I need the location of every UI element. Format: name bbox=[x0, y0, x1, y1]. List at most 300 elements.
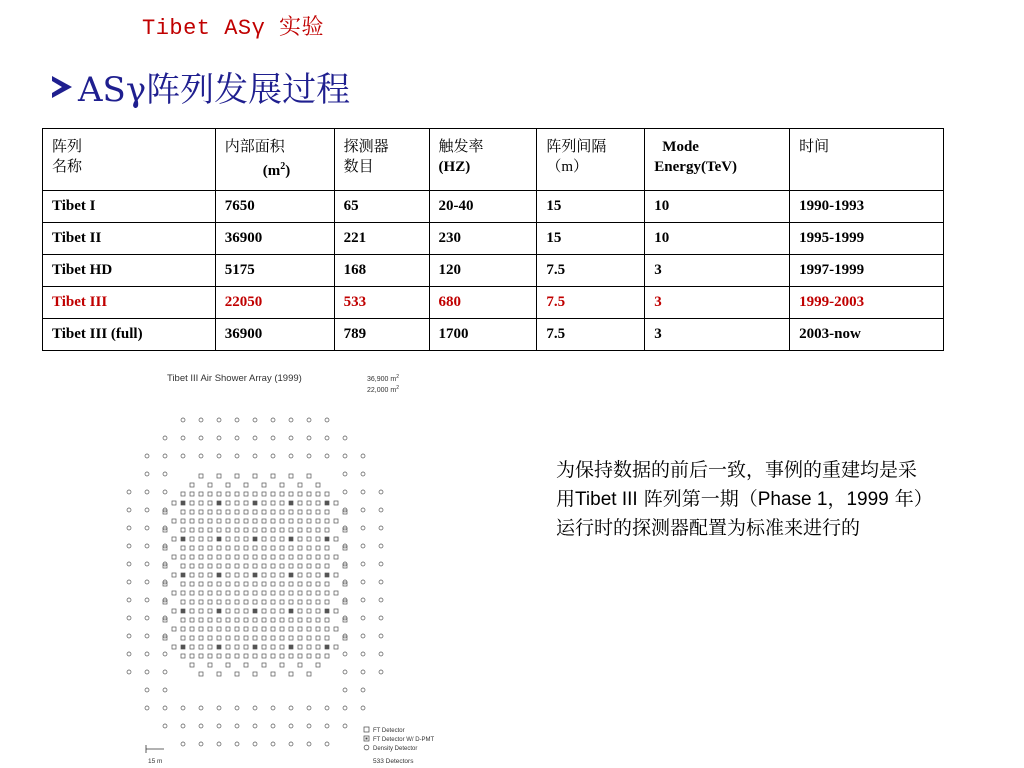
density-detector-marker bbox=[145, 652, 149, 656]
density-detector-marker bbox=[127, 508, 131, 512]
ft-detector-marker bbox=[244, 492, 248, 496]
ft-detector-marker bbox=[262, 546, 266, 550]
ft-detector-marker bbox=[208, 564, 212, 568]
density-detector-marker bbox=[253, 724, 257, 728]
ft-detector-marker bbox=[190, 492, 194, 496]
ft-detector-marker bbox=[262, 627, 266, 631]
ft-detector-marker bbox=[289, 546, 293, 550]
ft-detector-marker bbox=[271, 546, 275, 550]
ft-detector-marker bbox=[280, 591, 284, 595]
ft-detector-marker bbox=[289, 645, 293, 649]
density-detector-marker bbox=[343, 724, 347, 728]
ft-detector-marker bbox=[244, 537, 248, 541]
ft-detector-marker bbox=[172, 573, 176, 577]
arrow-bullet-icon bbox=[52, 76, 72, 98]
ft-detector-marker bbox=[235, 636, 239, 640]
ft-detector-marker bbox=[298, 600, 302, 604]
ft-detector-marker bbox=[181, 591, 185, 595]
ft-detector-marker bbox=[298, 618, 302, 622]
ft-detector-marker bbox=[253, 573, 257, 577]
ft-detector-marker bbox=[262, 492, 266, 496]
ft-detector-marker bbox=[208, 510, 212, 514]
ft-detector-marker bbox=[298, 573, 302, 577]
ft-detector-marker bbox=[208, 492, 212, 496]
ft-detector-marker bbox=[244, 663, 248, 667]
ft-detector-marker bbox=[235, 546, 239, 550]
ft-detector-marker bbox=[280, 618, 284, 622]
ft-detector-marker bbox=[199, 600, 203, 604]
density-detector-marker bbox=[145, 706, 149, 710]
ft-detector-marker bbox=[244, 564, 248, 568]
ft-detector-marker bbox=[253, 528, 257, 532]
ft-detector-marker bbox=[289, 672, 293, 676]
ft-detector-marker bbox=[271, 636, 275, 640]
ft-detector-marker bbox=[316, 501, 320, 505]
ft-detector-marker bbox=[298, 555, 302, 559]
ft-detector-marker bbox=[217, 618, 221, 622]
array-history-table bbox=[42, 128, 944, 351]
density-detector-marker bbox=[127, 580, 131, 584]
ft-detector-marker bbox=[217, 564, 221, 568]
density-detector-marker bbox=[199, 706, 203, 710]
ft-detector-marker bbox=[199, 618, 203, 622]
ft-detector-marker bbox=[253, 555, 257, 559]
ft-detector-marker bbox=[289, 591, 293, 595]
density-detector-marker bbox=[271, 436, 275, 440]
ft-detector-marker bbox=[199, 555, 203, 559]
density-detector-marker bbox=[163, 706, 167, 710]
ft-detector-marker bbox=[298, 546, 302, 550]
figure-legend bbox=[364, 727, 435, 765]
ft-detector-marker bbox=[280, 483, 284, 487]
density-detector-marker bbox=[379, 670, 383, 674]
ft-detector-marker bbox=[226, 582, 230, 586]
ft-detector-marker bbox=[316, 519, 320, 523]
density-detector-marker bbox=[325, 436, 329, 440]
ft-detector-marker bbox=[244, 609, 248, 613]
ft-detector-marker bbox=[244, 627, 248, 631]
ft-detector-marker bbox=[244, 555, 248, 559]
ft-detector-marker bbox=[316, 663, 320, 667]
ft-detector-marker bbox=[334, 609, 338, 613]
ft-detector-marker bbox=[190, 609, 194, 613]
ft-detector-marker bbox=[289, 609, 293, 613]
table-row bbox=[43, 223, 944, 255]
ft-detector-marker bbox=[298, 609, 302, 613]
ft-detector-marker bbox=[190, 591, 194, 595]
ft-detector-marker bbox=[253, 672, 257, 676]
density-detector-marker bbox=[127, 670, 131, 674]
cell-trigger: 680 bbox=[429, 287, 537, 319]
density-detector-marker bbox=[163, 472, 167, 476]
ft-detector-marker bbox=[244, 528, 248, 532]
density-detector-marker bbox=[253, 742, 257, 746]
ft-detector-marker bbox=[217, 519, 221, 523]
ft-detector-marker bbox=[235, 654, 239, 658]
density-detector-marker bbox=[343, 670, 347, 674]
ft-detector-marker bbox=[289, 636, 293, 640]
ft-detector-marker bbox=[217, 591, 221, 595]
density-detector-marker bbox=[307, 454, 311, 458]
ft-detector-marker bbox=[253, 564, 257, 568]
density-detector-marker bbox=[307, 418, 311, 422]
density-detector-marker bbox=[325, 454, 329, 458]
ft-detector-marker bbox=[235, 618, 239, 622]
density-detector-marker bbox=[127, 562, 131, 566]
ft-detector-marker bbox=[334, 573, 338, 577]
ft-detector-marker bbox=[307, 474, 311, 478]
density-detector-marker bbox=[361, 508, 365, 512]
ft-detector-marker bbox=[307, 492, 311, 496]
ft-detector-marker bbox=[307, 636, 311, 640]
ft-detector-marker bbox=[172, 537, 176, 541]
ft-detector-marker bbox=[316, 654, 320, 658]
ft-detector-marker bbox=[316, 627, 320, 631]
density-detector-marker bbox=[235, 454, 239, 458]
ft-detector-marker bbox=[208, 627, 212, 631]
cell-mode-energy: 3 bbox=[645, 255, 790, 287]
ft-detector-marker bbox=[271, 519, 275, 523]
ft-detector-marker bbox=[253, 654, 257, 658]
density-detector-marker bbox=[307, 742, 311, 746]
ft-detector-marker bbox=[235, 582, 239, 586]
density-detector-marker bbox=[289, 742, 293, 746]
legend-ft-dpmt: FT Detector W/ D-PMT bbox=[373, 737, 435, 743]
density-detector-marker bbox=[271, 418, 275, 422]
density-detector-marker bbox=[379, 634, 383, 638]
ft-detector-marker bbox=[271, 555, 275, 559]
ft-detector-marker bbox=[172, 555, 176, 559]
ft-detector-marker bbox=[181, 510, 185, 514]
ft-detector-marker bbox=[280, 537, 284, 541]
ft-detector-marker bbox=[217, 546, 221, 550]
cell-trigger: 20-40 bbox=[429, 191, 537, 223]
ft-detector-marker bbox=[325, 591, 329, 595]
ft-detector-marker bbox=[235, 645, 239, 649]
density-detector-marker bbox=[199, 418, 203, 422]
ft-detector-marker bbox=[235, 510, 239, 514]
density-detector-marker bbox=[379, 616, 383, 620]
ft-detector-marker bbox=[271, 528, 275, 532]
density-detector-marker bbox=[289, 436, 293, 440]
ft-detector-marker bbox=[190, 663, 194, 667]
ft-detector-marker bbox=[235, 519, 239, 523]
ft-detector-marker bbox=[325, 654, 329, 658]
density-detector-marker bbox=[379, 508, 383, 512]
density-detector-marker bbox=[361, 544, 365, 548]
ft-detector-marker bbox=[190, 618, 194, 622]
density-detector-marker bbox=[361, 598, 365, 602]
density-detector-marker bbox=[307, 706, 311, 710]
ft-detector-marker bbox=[289, 582, 293, 586]
cell-detectors: 221 bbox=[334, 223, 429, 255]
ft-detector-marker bbox=[226, 663, 230, 667]
ft-detector-marker bbox=[208, 645, 212, 649]
ft-detector-marker bbox=[280, 645, 284, 649]
ft-detector-marker bbox=[217, 528, 221, 532]
detector-count-label: 533 Detectors bbox=[373, 758, 414, 765]
cell-detectors: 789 bbox=[334, 319, 429, 351]
ft-detector-marker bbox=[244, 582, 248, 586]
ft-detector-marker bbox=[334, 591, 338, 595]
ft-detector-marker bbox=[262, 591, 266, 595]
cell-period: 1990-1993 bbox=[790, 191, 944, 223]
ft-detector-marker bbox=[298, 510, 302, 514]
ft-detector-marker bbox=[199, 474, 203, 478]
density-detector-marker bbox=[145, 598, 149, 602]
ft-detector-marker bbox=[235, 564, 239, 568]
density-detector-marker bbox=[181, 724, 185, 728]
ft-detector-marker bbox=[262, 609, 266, 613]
ft-detector-marker bbox=[190, 555, 194, 559]
ft-detector-marker bbox=[244, 510, 248, 514]
density-detector-marker bbox=[289, 706, 293, 710]
ft-detector-marker bbox=[172, 501, 176, 505]
ft-detector-marker bbox=[172, 645, 176, 649]
ft-detector-marker bbox=[262, 582, 266, 586]
ft-detector-marker bbox=[298, 501, 302, 505]
ft-detector-marker bbox=[226, 618, 230, 622]
ft-detector-marker bbox=[271, 510, 275, 514]
density-detector-marker bbox=[163, 688, 167, 692]
ft-detector-marker bbox=[280, 573, 284, 577]
density-detector-marker bbox=[199, 742, 203, 746]
ft-detector-marker bbox=[190, 537, 194, 541]
ft-detector-marker bbox=[271, 501, 275, 505]
ft-detector-marker bbox=[253, 645, 257, 649]
ft-detector-marker bbox=[190, 501, 194, 505]
ft-detector-marker bbox=[181, 492, 185, 496]
ft-detector-marker bbox=[316, 483, 320, 487]
table-row bbox=[43, 255, 944, 287]
ft-detector-marker bbox=[316, 591, 320, 595]
ft-detector-marker bbox=[217, 492, 221, 496]
cell-period: 2003-now bbox=[790, 319, 944, 351]
ft-detector-marker bbox=[235, 555, 239, 559]
cell-period: 1999-2003 bbox=[790, 287, 944, 319]
ft-detector-marker bbox=[190, 546, 194, 550]
ft-detector-marker bbox=[325, 636, 329, 640]
ft-detector-marker bbox=[280, 564, 284, 568]
density-detector-marker bbox=[361, 454, 365, 458]
density-detector-marker bbox=[145, 490, 149, 494]
ft-detector-marker bbox=[181, 609, 185, 613]
ft-detector-marker bbox=[208, 483, 212, 487]
ft-detector-marker bbox=[262, 483, 266, 487]
ft-detector-marker bbox=[325, 645, 329, 649]
density-detector-marker bbox=[271, 742, 275, 746]
figure-area-full: 36,900 $m^2$ bbox=[367, 374, 399, 383]
ft-detector-marker bbox=[208, 546, 212, 550]
ft-detector-marker bbox=[217, 645, 221, 649]
ft-detector-marker bbox=[271, 654, 275, 658]
ft-detector-marker bbox=[307, 591, 311, 595]
density-detector-marker bbox=[127, 652, 131, 656]
ft-detector-marker bbox=[235, 492, 239, 496]
ft-detector-marker bbox=[181, 573, 185, 577]
ft-detector-marker bbox=[298, 663, 302, 667]
ft-detector-marker bbox=[280, 492, 284, 496]
ft-detector-marker bbox=[253, 600, 257, 604]
density-detector-marker bbox=[361, 634, 365, 638]
ft-detector-marker bbox=[253, 582, 257, 586]
density-detector-marker bbox=[217, 418, 221, 422]
ft-detector-marker bbox=[253, 492, 257, 496]
density-detector-marker bbox=[127, 490, 131, 494]
density-detector-marker bbox=[343, 454, 347, 458]
ft-detector-marker bbox=[226, 645, 230, 649]
density-detector-marker bbox=[163, 454, 167, 458]
density-detector-marker bbox=[127, 634, 131, 638]
ft-detector-marker bbox=[217, 555, 221, 559]
table-row-highlighted bbox=[43, 287, 944, 319]
cell-name: Tibet III (full) bbox=[43, 319, 216, 351]
section-heading-text: ASγ阵列发展过程 bbox=[78, 70, 351, 110]
ft-detector-marker bbox=[316, 546, 320, 550]
ft-detector-marker bbox=[280, 582, 284, 586]
ft-detector-marker bbox=[217, 609, 221, 613]
cell-trigger: 230 bbox=[429, 223, 537, 255]
cell-spacing: 15 bbox=[537, 223, 645, 255]
header-trigger-rate: 触发率 (HZ) bbox=[429, 129, 537, 191]
header-inner-area: 内部面积 $(m^2)$ bbox=[215, 129, 334, 191]
ft-detector-marker bbox=[271, 573, 275, 577]
ft-detector-marker bbox=[280, 600, 284, 604]
ft-detector-marker bbox=[235, 609, 239, 613]
density-detector-marker bbox=[253, 418, 257, 422]
detector-array-figure bbox=[60, 364, 450, 768]
ft-detector-marker bbox=[271, 618, 275, 622]
density-detector-marker bbox=[235, 724, 239, 728]
ft-detector-marker bbox=[262, 555, 266, 559]
ft-detector-marker bbox=[307, 654, 311, 658]
density-detector-marker bbox=[361, 706, 365, 710]
ft-detector-marker bbox=[253, 510, 257, 514]
ft-detector-marker bbox=[271, 564, 275, 568]
density-detector-marker bbox=[217, 454, 221, 458]
ft-detector-marker bbox=[289, 573, 293, 577]
density-detector-marker bbox=[361, 652, 365, 656]
ft-detector-marker bbox=[316, 582, 320, 586]
ft-detector-marker bbox=[334, 645, 338, 649]
ft-detector-marker bbox=[199, 564, 203, 568]
ft-detector-marker bbox=[262, 519, 266, 523]
density-detector-marker bbox=[235, 706, 239, 710]
ft-detector-marker bbox=[289, 555, 293, 559]
density-detector-marker bbox=[379, 526, 383, 530]
ft-detector-marker bbox=[298, 591, 302, 595]
ft-detector-marker bbox=[325, 555, 329, 559]
ft-detector-marker bbox=[208, 501, 212, 505]
ft-detector-marker bbox=[325, 573, 329, 577]
density-detector-marker bbox=[145, 616, 149, 620]
ft-detector-marker bbox=[244, 519, 248, 523]
density-detector-marker bbox=[217, 436, 221, 440]
ft-detector-marker bbox=[280, 555, 284, 559]
density-detector-marker bbox=[343, 688, 347, 692]
ft-detector-marker bbox=[172, 627, 176, 631]
ft-detector-marker bbox=[298, 528, 302, 532]
density-detector-marker bbox=[289, 454, 293, 458]
ft-detector-marker bbox=[262, 510, 266, 514]
ft-detector-marker bbox=[217, 600, 221, 604]
density-detector-marker bbox=[253, 706, 257, 710]
density-detector-marker bbox=[361, 580, 365, 584]
ft-detector-marker bbox=[262, 645, 266, 649]
density-detector-marker bbox=[145, 454, 149, 458]
density-detector-marker bbox=[199, 436, 203, 440]
ft-detector-marker bbox=[262, 537, 266, 541]
cell-area: 36900 bbox=[215, 223, 334, 255]
density-detector-marker bbox=[181, 742, 185, 746]
ft-detector-marker bbox=[235, 627, 239, 631]
ft-detector-marker bbox=[199, 528, 203, 532]
ft-detector-marker bbox=[316, 510, 320, 514]
ft-detector-marker bbox=[190, 510, 194, 514]
ft-detector-marker bbox=[307, 609, 311, 613]
ft-detector-marker bbox=[262, 564, 266, 568]
ft-detector-marker bbox=[244, 600, 248, 604]
ft-detector-marker bbox=[226, 636, 230, 640]
ft-detector-marker bbox=[217, 501, 221, 505]
ft-detector-marker bbox=[244, 618, 248, 622]
density-detector-marker bbox=[343, 436, 347, 440]
ft-detector-marker bbox=[325, 582, 329, 586]
ft-detector-marker bbox=[199, 537, 203, 541]
cell-period: 1995-1999 bbox=[790, 223, 944, 255]
scale-label: 15 m bbox=[148, 758, 163, 765]
ft-detector-marker bbox=[199, 519, 203, 523]
ft-detector-marker bbox=[208, 609, 212, 613]
ft-detector-marker bbox=[208, 663, 212, 667]
ft-detector-marker bbox=[235, 672, 239, 676]
density-detector-marker bbox=[163, 436, 167, 440]
density-detector-marker bbox=[235, 436, 239, 440]
ft-detector-marker bbox=[190, 645, 194, 649]
ft-detector-marker bbox=[217, 474, 221, 478]
cell-spacing: 7.5 bbox=[537, 255, 645, 287]
legend-density: Density Detector bbox=[373, 746, 418, 752]
density-detector-marker bbox=[379, 598, 383, 602]
ft-detector-marker bbox=[253, 537, 257, 541]
cell-mode-energy: 10 bbox=[645, 223, 790, 255]
ft-detector-marker bbox=[226, 501, 230, 505]
ft-detector-marker bbox=[271, 591, 275, 595]
cell-spacing: 7.5 bbox=[537, 319, 645, 351]
ft-detector-marker bbox=[271, 474, 275, 478]
ft-detector-marker bbox=[307, 600, 311, 604]
ft-detector-marker bbox=[199, 627, 203, 631]
ft-detector-marker bbox=[244, 591, 248, 595]
density-detector-marker bbox=[163, 670, 167, 674]
ft-detector-marker bbox=[307, 618, 311, 622]
ft-detector-marker bbox=[172, 591, 176, 595]
density-detector-marker bbox=[127, 616, 131, 620]
ft-detector-marker bbox=[253, 618, 257, 622]
detector-grid bbox=[127, 418, 383, 746]
ft-detector-marker bbox=[181, 636, 185, 640]
ft-detector-marker bbox=[271, 537, 275, 541]
density-detector-marker bbox=[361, 688, 365, 692]
ft-detector-marker bbox=[307, 582, 311, 586]
ft-detector-marker bbox=[217, 636, 221, 640]
density-detector-marker bbox=[379, 544, 383, 548]
ft-detector-marker bbox=[262, 636, 266, 640]
ft-detector-marker bbox=[307, 573, 311, 577]
cell-name: Tibet HD bbox=[43, 255, 216, 287]
density-detector-marker bbox=[181, 436, 185, 440]
ft-detector-marker bbox=[208, 618, 212, 622]
